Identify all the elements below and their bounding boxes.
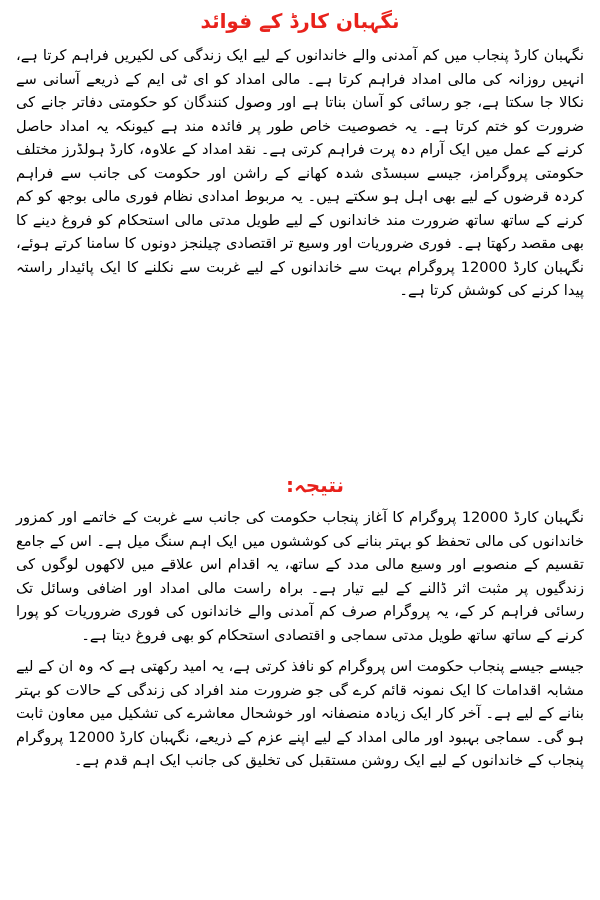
article-title: نگہبان کارڈ کے فوائد (200, 9, 400, 33)
conclusion-section (16, 506, 584, 773)
conclusion-paragraph-2: جیسے جیسے پنجاب حکومت اس پروگرام کو نافذ کرتی ہے، یہ امید رکھتی ہے کہ وہ ان کے لیے مشابہ اقدامات کا ایک نمونہ قائم کرے گی جو ضرورت مند افراد کی زندگی کے حالات کو بہتر بنانے کے لیے ہے۔ آخر کار ایک زیادہ منصفانہ اور خوشحال معاشرے کی تشکیل میں معاون ثابت ہو گی۔ سماجی بہبود اور مالی امداد کے لیے اپنے عزم کے ذریعے، نگہبان کارڈ 12000 پروگرام پنجاب کے خاندانوں کے لیے ایک روشن مستقبل کی تخلیق کی جانب ایک اہم قدم ہے۔ (16, 658, 585, 769)
conclusion-heading: نتیجہ: (286, 473, 344, 497)
conclusion-paragraph-1: نگہبان کارڈ 12000 پروگرام کا آغاز پنجاب حکومت کی جانب سے غربت کے خاتمے اور کمزور خاندانوں کی مالی تحفظ کو بہتر بنانے کی کوششوں میں ایک اہم سنگ میل ہے۔ اس کے جامع تقسیم کے منصوبے اور وسیع مالی مدد کے ساتھ، یہ اقدام اس علاقے میں لاکھوں لوگوں کی زندگیوں پر مثبت اثر ڈالنے کے لیے تیار ہے۔ براہ راست مالی امداد اور اضافی وسائل تک رسائی فراہم کر کے، یہ پروگرام صرف کم آمدنی والے خاندانوں کی فوری ضروریات کو پورا کرنے کے ساتھ ساتھ طویل مدتی سماجی و اقتصادی استحکام کو بھی فروغ دیتا ہے۔ (16, 509, 584, 644)
section-spacer (16, 450, 584, 470)
benefits-paragraph: نگہبان کارڈ پنجاب میں کم آمدنی والے خاندانوں کے لیے ایک زندگی کی لکیریں فراہم کرتا ہے، انہیں روزانہ کی مالی امداد فراہم کرتا ہے۔ مالی امداد کو ای ٹی ایم کے ذریعے آسانی سے نکالا جا سکتا ہے، جو رسائی کو آسان بناتا ہے اور وصول کنندگان کو حکومتی دفاتر جانے کی ضرورت کو ختم کرتا ہے۔ یہ خصوصیت خاص طور پر فائدہ مند ہے کیونکہ یہ امداد حاصل کرنے کے عمل میں ایک آرام دہ پرت فراہم کرتی ہے۔ نقد امداد کے علاوہ، کارڈ ہولڈرز مختلف حکومتی پروگرامز، جیسے سبسڈی شدہ کھانے کے راشن اور حکومت کی جانب سے فراہم کردہ قرضوں کے لیے بھی اہل ہو سکتے ہیں۔ یہ مربوط امدادی نظام فوری مالی بوجھ کو کم کرنے کے ساتھ ساتھ ضرورت مند خاندانوں کے لیے طویل مدتی مالی استحکام کو فروغ دینے کا بھی مقصد رکھتا ہے۔ فوری ضروریات اور وسیع تر اقتصادی چیلنجز دونوں کا سامنا کرتے ہوئے، نگہبان کارڈ 12000 پروگرام بہت سے خاندانوں کے لیے غربت سے نکلنے کا ایک پائیدار راستہ پیدا کرنے کی کوشش کرتا ہے۔ (16, 47, 584, 299)
benefits-section (16, 44, 584, 450)
